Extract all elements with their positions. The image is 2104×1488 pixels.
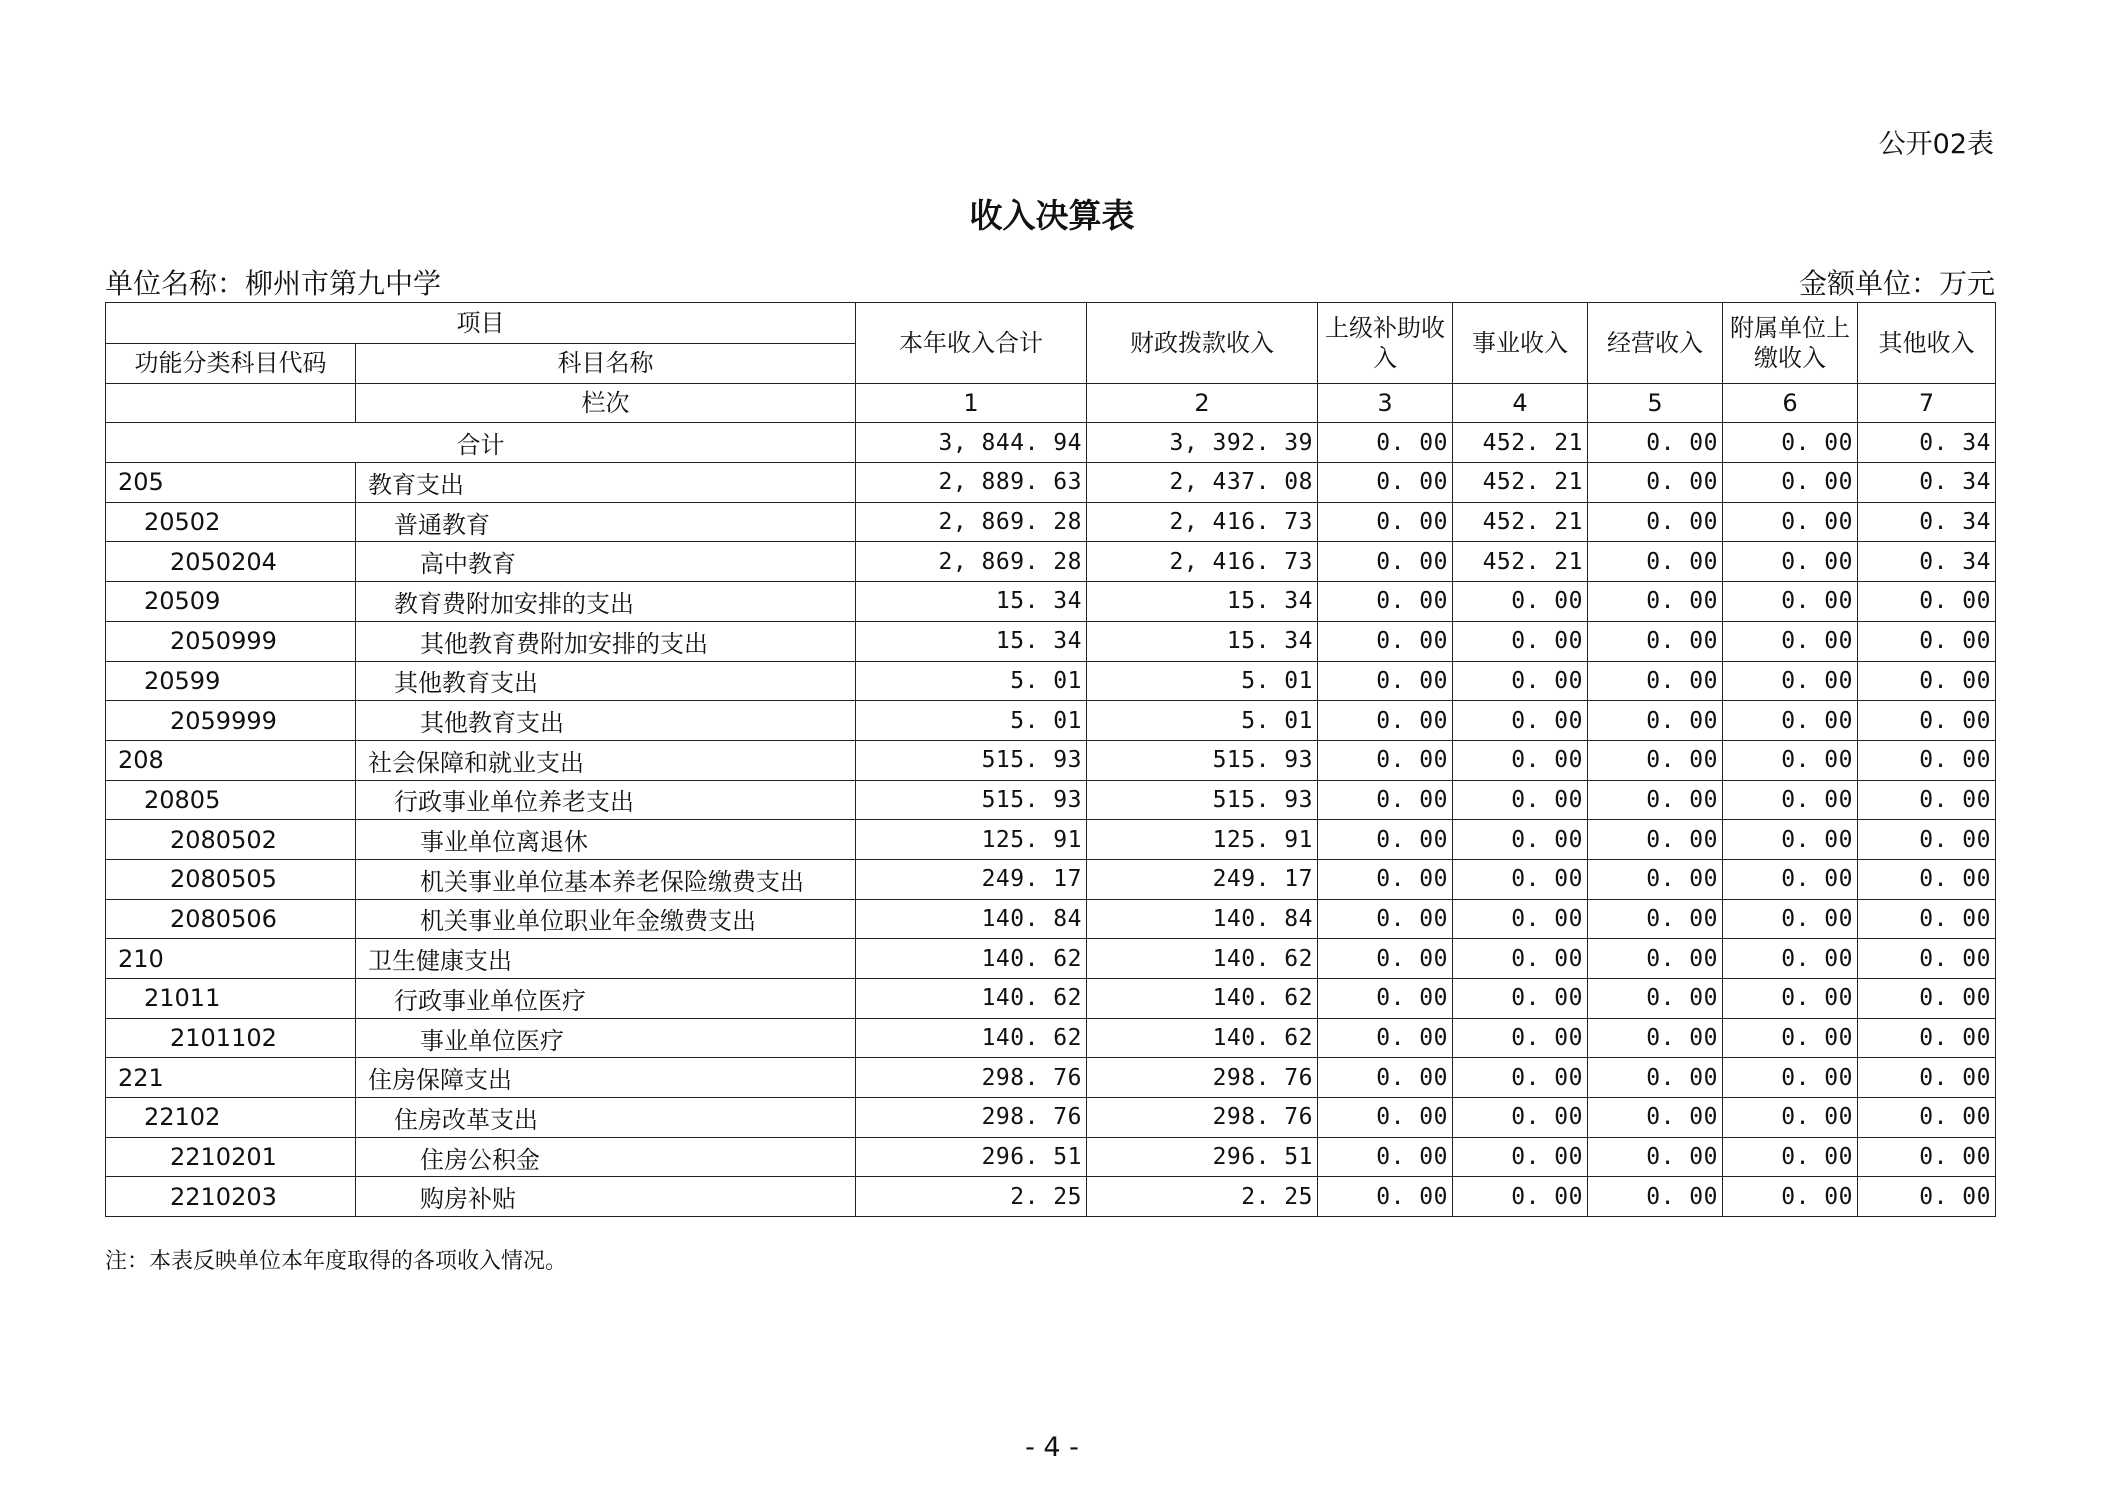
table-row	[106, 979, 1996, 1019]
row-name: 事业单位医疗	[356, 1018, 856, 1058]
row-value: 0. 00	[1723, 1058, 1858, 1098]
row-code: 2080505	[106, 859, 356, 899]
row-value: 249. 17	[856, 859, 1087, 899]
row-value: 0. 00	[1723, 621, 1858, 661]
row-value: 0. 00	[1453, 780, 1588, 820]
page-number: - 4 -	[1025, 1432, 1079, 1463]
row-name: 教育支出	[356, 463, 856, 503]
row-value: 0. 00	[1723, 502, 1858, 542]
row-value: 0. 00	[1453, 1177, 1588, 1217]
row-value: 0. 34	[1858, 463, 1996, 503]
income-table	[105, 302, 1996, 1217]
row-value: 452. 21	[1453, 463, 1588, 503]
header-func-code: 功能分类科目代码	[106, 344, 356, 384]
col-num-4: 4	[1453, 383, 1588, 423]
row-value: 298. 76	[856, 1058, 1087, 1098]
row-value: 515. 93	[1087, 780, 1318, 820]
table-row	[106, 582, 1996, 622]
row-value: 0. 00	[1588, 820, 1723, 860]
row-value: 0. 00	[1723, 859, 1858, 899]
row-value: 0. 00	[1318, 1177, 1453, 1217]
total-row	[106, 423, 1996, 463]
row-name: 教育费附加安排的支出	[356, 582, 856, 622]
row-value: 0. 00	[1723, 780, 1858, 820]
row-value: 125. 91	[856, 820, 1087, 860]
row-value: 5. 01	[1087, 661, 1318, 701]
row-value: 140. 62	[1087, 939, 1318, 979]
total-value: 0. 34	[1858, 423, 1996, 463]
row-value: 0. 00	[1453, 1137, 1588, 1177]
row-code: 2210201	[106, 1137, 356, 1177]
row-value: 0. 00	[1318, 740, 1453, 780]
table-row	[106, 899, 1996, 939]
row-value: 2, 869. 28	[856, 542, 1087, 582]
row-value: 0. 00	[1723, 939, 1858, 979]
row-value: 140. 62	[856, 979, 1087, 1019]
table-row	[106, 542, 1996, 582]
row-value: 0. 00	[1318, 1058, 1453, 1098]
total-value: 452. 21	[1453, 423, 1588, 463]
table-row	[106, 661, 1996, 701]
total-value: 0. 00	[1318, 423, 1453, 463]
row-code: 20509	[106, 582, 356, 622]
row-code: 2050204	[106, 542, 356, 582]
row-value: 0. 00	[1318, 820, 1453, 860]
row-value: 140. 62	[1087, 979, 1318, 1019]
row-code: 21011	[106, 979, 356, 1019]
row-value: 2. 25	[856, 1177, 1087, 1217]
row-value: 0. 00	[1318, 1018, 1453, 1058]
table-row	[106, 1137, 1996, 1177]
row-value: 0. 00	[1723, 899, 1858, 939]
row-value: 0. 00	[1588, 542, 1723, 582]
row-value: 2, 869. 28	[856, 502, 1087, 542]
row-code: 2080506	[106, 899, 356, 939]
row-value: 296. 51	[856, 1137, 1087, 1177]
row-value: 296. 51	[1087, 1137, 1318, 1177]
row-value: 298. 76	[856, 1098, 1087, 1138]
row-code: 205	[106, 463, 356, 503]
row-value: 0. 00	[1588, 780, 1723, 820]
row-value: 140. 84	[1087, 899, 1318, 939]
header-col-2: 财政拨款收入	[1087, 303, 1318, 384]
row-value: 140. 62	[856, 1018, 1087, 1058]
row-value: 0. 00	[1858, 979, 1996, 1019]
row-value: 0. 00	[1318, 780, 1453, 820]
row-name: 行政事业单位医疗	[356, 979, 856, 1019]
row-value: 452. 21	[1453, 542, 1588, 582]
header-col-4: 事业收入	[1453, 303, 1588, 384]
row-value: 0. 00	[1453, 899, 1588, 939]
row-value: 0. 00	[1453, 979, 1588, 1019]
row-value: 0. 00	[1453, 621, 1588, 661]
row-name: 事业单位离退休	[356, 820, 856, 860]
row-value: 0. 00	[1723, 740, 1858, 780]
row-value: 140. 62	[856, 939, 1087, 979]
col-num-3: 3	[1318, 383, 1453, 423]
row-value: 5. 01	[1087, 701, 1318, 741]
row-value: 0. 00	[1318, 1137, 1453, 1177]
row-value: 0. 00	[1723, 820, 1858, 860]
header-subject-name: 科目名称	[356, 344, 856, 384]
row-name: 机关事业单位职业年金缴费支出	[356, 899, 856, 939]
row-value: 0. 00	[1453, 939, 1588, 979]
row-value: 0. 00	[1588, 1058, 1723, 1098]
row-value: 0. 00	[1588, 1177, 1723, 1217]
row-code: 2050999	[106, 621, 356, 661]
row-value: 0. 00	[1588, 582, 1723, 622]
row-value: 0. 00	[1318, 1098, 1453, 1138]
row-value: 0. 00	[1318, 542, 1453, 582]
header-blank	[106, 383, 356, 423]
row-value: 0. 00	[1318, 582, 1453, 622]
row-code: 221	[106, 1058, 356, 1098]
row-value: 0. 00	[1318, 661, 1453, 701]
row-value: 0. 00	[1858, 899, 1996, 939]
table-row	[106, 1177, 1996, 1217]
total-value: 0. 00	[1723, 423, 1858, 463]
row-value: 515. 93	[856, 740, 1087, 780]
row-code: 20502	[106, 502, 356, 542]
total-value: 3, 392. 39	[1087, 423, 1318, 463]
row-value: 0. 00	[1723, 1098, 1858, 1138]
unit-name: 单位名称：柳州市第九中学	[105, 267, 442, 300]
form-number: 公开02表	[1878, 129, 1994, 160]
row-value: 2, 416. 73	[1087, 542, 1318, 582]
row-name: 社会保障和就业支出	[356, 740, 856, 780]
row-value: 0. 00	[1723, 582, 1858, 622]
row-value: 0. 00	[1318, 701, 1453, 741]
total-value: 3, 844. 94	[856, 423, 1087, 463]
row-value: 0. 00	[1453, 701, 1588, 741]
row-value: 0. 00	[1858, 1177, 1996, 1217]
row-value: 0. 00	[1318, 899, 1453, 939]
row-name: 行政事业单位养老支出	[356, 780, 856, 820]
row-value: 15. 34	[856, 582, 1087, 622]
table-row	[106, 1018, 1996, 1058]
table-row	[106, 502, 1996, 542]
header-column-order: 栏次	[356, 383, 856, 423]
row-value: 0. 00	[1723, 661, 1858, 701]
row-value: 140. 84	[856, 899, 1087, 939]
row-value: 0. 00	[1723, 463, 1858, 503]
row-value: 0. 00	[1858, 582, 1996, 622]
row-name: 住房公积金	[356, 1137, 856, 1177]
row-value: 0. 00	[1858, 1018, 1996, 1058]
table-row	[106, 621, 1996, 661]
header-col-3: 上级补助收入	[1318, 303, 1453, 384]
row-name: 高中教育	[356, 542, 856, 582]
unit-info-row	[105, 262, 1995, 302]
row-value: 0. 00	[1858, 820, 1996, 860]
row-value: 0. 00	[1318, 463, 1453, 503]
row-value: 15. 34	[1087, 582, 1318, 622]
row-value: 0. 00	[1858, 1058, 1996, 1098]
row-value: 515. 93	[856, 780, 1087, 820]
table-row	[106, 740, 1996, 780]
table-row	[106, 820, 1996, 860]
col-num-5: 5	[1588, 383, 1723, 423]
row-value: 0. 00	[1723, 1177, 1858, 1217]
row-value: 0. 00	[1588, 740, 1723, 780]
row-value: 0. 00	[1453, 1018, 1588, 1058]
col-num-1: 1	[856, 383, 1087, 423]
row-value: 0. 00	[1588, 899, 1723, 939]
row-value: 0. 00	[1858, 859, 1996, 899]
table-row	[106, 701, 1996, 741]
row-name: 住房改革支出	[356, 1098, 856, 1138]
table-row	[106, 1098, 1996, 1138]
row-code: 20599	[106, 661, 356, 701]
row-value: 2. 25	[1087, 1177, 1318, 1217]
row-value: 0. 00	[1858, 621, 1996, 661]
row-value: 0. 00	[1588, 701, 1723, 741]
col-num-6: 6	[1723, 383, 1858, 423]
row-value: 0. 34	[1858, 502, 1996, 542]
row-value: 0. 00	[1318, 502, 1453, 542]
row-name: 其他教育支出	[356, 701, 856, 741]
header-col-7: 其他收入	[1858, 303, 1996, 384]
row-value: 0. 00	[1858, 1098, 1996, 1138]
row-value: 249. 17	[1087, 859, 1318, 899]
row-value: 5. 01	[856, 661, 1087, 701]
row-value: 0. 00	[1453, 1058, 1588, 1098]
row-value: 0. 00	[1723, 701, 1858, 741]
row-value: 0. 00	[1723, 542, 1858, 582]
table-row	[106, 859, 1996, 899]
row-name: 购房补贴	[356, 1177, 856, 1217]
header-col-6: 附属单位上缴收入	[1723, 303, 1858, 384]
row-value: 2, 889. 63	[856, 463, 1087, 503]
row-value: 0. 00	[1588, 463, 1723, 503]
row-name: 机关事业单位基本养老保险缴费支出	[356, 859, 856, 899]
row-value: 452. 21	[1453, 502, 1588, 542]
row-value: 0. 00	[1588, 1098, 1723, 1138]
row-value: 2, 437. 08	[1087, 463, 1318, 503]
row-name: 住房保障支出	[356, 1058, 856, 1098]
row-value: 0. 00	[1858, 661, 1996, 701]
row-code: 208	[106, 740, 356, 780]
row-name: 其他教育费附加安排的支出	[356, 621, 856, 661]
row-value: 0. 00	[1453, 1098, 1588, 1138]
row-name: 普通教育	[356, 502, 856, 542]
row-value: 0. 00	[1588, 939, 1723, 979]
row-value: 15. 34	[1087, 621, 1318, 661]
row-value: 0. 00	[1588, 1137, 1723, 1177]
row-value: 0. 00	[1588, 859, 1723, 899]
row-value: 0. 00	[1858, 701, 1996, 741]
row-code: 2059999	[106, 701, 356, 741]
row-value: 0. 00	[1318, 979, 1453, 1019]
row-value: 0. 00	[1318, 859, 1453, 899]
row-value: 515. 93	[1087, 740, 1318, 780]
row-value: 0. 00	[1723, 1137, 1858, 1177]
row-value: 125. 91	[1087, 820, 1318, 860]
row-value: 0. 00	[1858, 1137, 1996, 1177]
table-row	[106, 463, 1996, 503]
col-num-7: 7	[1858, 383, 1996, 423]
row-value: 0. 00	[1318, 621, 1453, 661]
row-value: 0. 00	[1858, 740, 1996, 780]
table-note: 注：本表反映单位本年度取得的各项收入情况。	[105, 1249, 568, 1274]
row-value: 2, 416. 73	[1087, 502, 1318, 542]
row-code: 20805	[106, 780, 356, 820]
row-value: 0. 00	[1858, 780, 1996, 820]
row-value: 0. 00	[1453, 661, 1588, 701]
row-name: 其他教育支出	[356, 661, 856, 701]
row-code: 2210203	[106, 1177, 356, 1217]
row-value: 0. 34	[1858, 542, 1996, 582]
table-row	[106, 780, 1996, 820]
total-value: 0. 00	[1588, 423, 1723, 463]
row-value: 0. 00	[1588, 661, 1723, 701]
row-value: 140. 62	[1087, 1018, 1318, 1058]
row-value: 0. 00	[1453, 820, 1588, 860]
total-label: 合计	[106, 423, 856, 463]
row-name: 卫生健康支出	[356, 939, 856, 979]
row-code: 2080502	[106, 820, 356, 860]
row-code: 22102	[106, 1098, 356, 1138]
row-value: 0. 00	[1453, 582, 1588, 622]
row-code: 2101102	[106, 1018, 356, 1058]
row-value: 0. 00	[1723, 979, 1858, 1019]
table-row	[106, 939, 1996, 979]
row-value: 0. 00	[1588, 502, 1723, 542]
header-col-1: 本年收入合计	[856, 303, 1087, 384]
row-value: 0. 00	[1723, 1018, 1858, 1058]
row-value: 5. 01	[856, 701, 1087, 741]
row-value: 298. 76	[1087, 1058, 1318, 1098]
header-project: 项目	[106, 303, 856, 344]
row-value: 0. 00	[1588, 1018, 1723, 1058]
row-value: 0. 00	[1588, 621, 1723, 661]
row-code: 210	[106, 939, 356, 979]
row-value: 0. 00	[1453, 859, 1588, 899]
col-num-2: 2	[1087, 383, 1318, 423]
table-row	[106, 1058, 1996, 1098]
header-col-5: 经营收入	[1588, 303, 1723, 384]
row-value: 15. 34	[856, 621, 1087, 661]
page-title: 收入决算表	[969, 196, 1135, 235]
row-value: 0. 00	[1588, 979, 1723, 1019]
amount-unit: 金额单位：万元	[1798, 267, 1995, 300]
row-value: 298. 76	[1087, 1098, 1318, 1138]
row-value: 0. 00	[1858, 939, 1996, 979]
row-value: 0. 00	[1453, 740, 1588, 780]
row-value: 0. 00	[1318, 939, 1453, 979]
